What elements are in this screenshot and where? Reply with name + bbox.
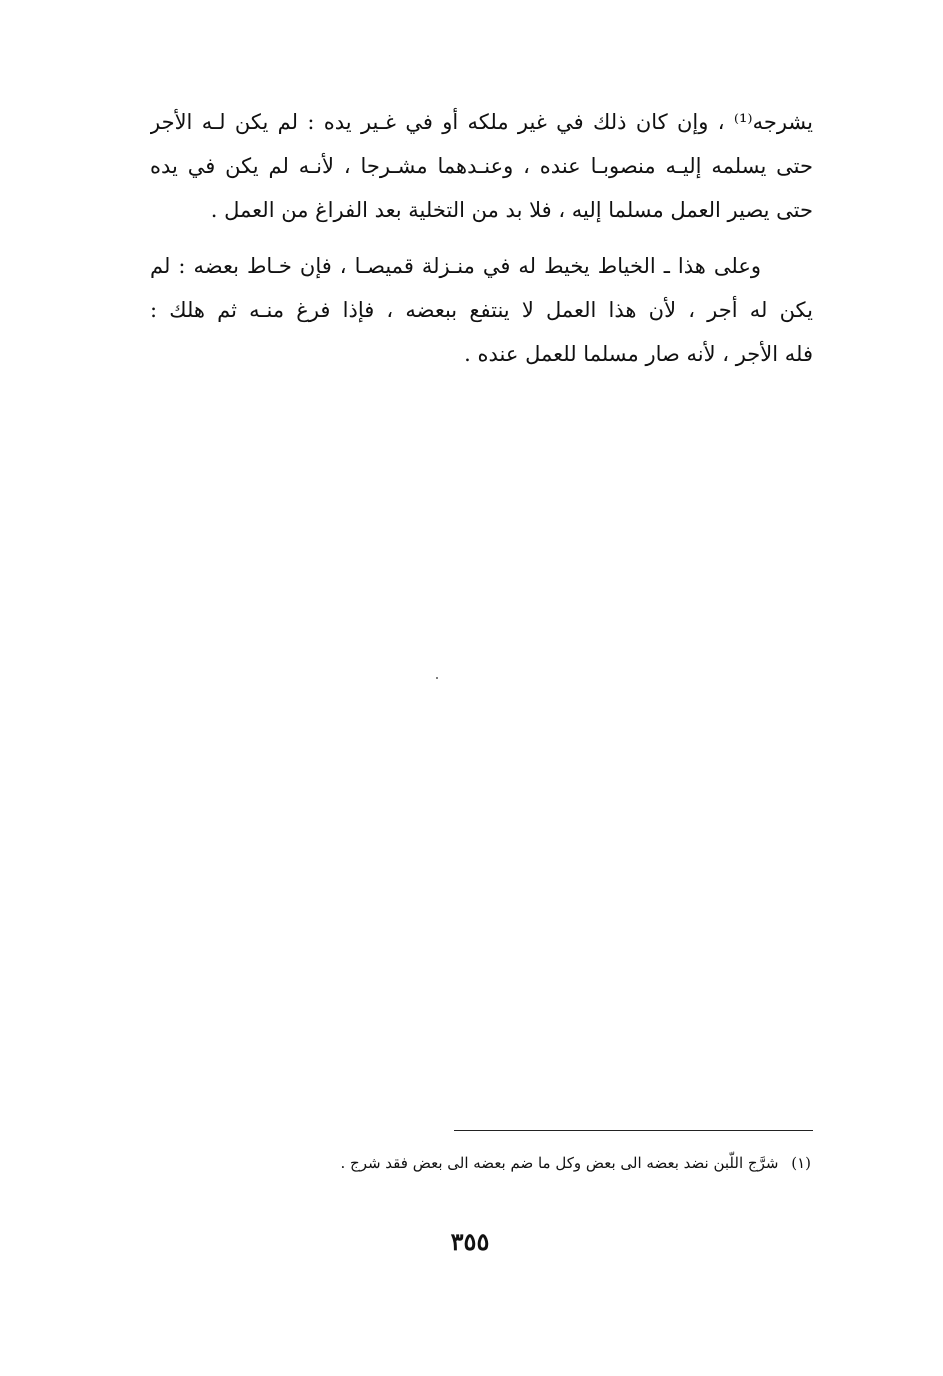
main-text <box>150 100 813 376</box>
text-line: حتى يسلمه إليـه منصوبـا عنده ، وعنـدهما مشـرجا ، لأنـه لم يكن في يده <box>150 154 813 178</box>
paragraph-2 <box>150 244 813 376</box>
text-line: حتى يصير العمل مسلما إليه ، فلا بد من التخلية بعد الفراغ من العمل . <box>210 198 813 222</box>
text-line: وعلى هذا ـ الخياط يخيط له في منـزلة قميصـا ، فإن خـاط بعضه : لم <box>150 254 761 278</box>
page-number: ٣٥٥ <box>450 1227 490 1256</box>
text-line: فله الأجر ، لأنه صار مسلما للعمل عنده . <box>464 342 813 366</box>
footnote-divider <box>454 1130 813 1131</box>
footnote-number: (١) <box>791 1154 811 1172</box>
text-line: يشرجه⁽¹⁾ ، وإن كان ذلك في غير ملكه أو في غـير يده : لم يكن لـه الأجر <box>150 110 813 134</box>
text-line: يكن له أجر ، لأن هذا العمل لا ينتفع ببعضه ، فإذا فرغ منـه ثم هلك : <box>150 298 813 322</box>
footnote <box>300 1150 811 1176</box>
paragraph-1 <box>150 100 813 232</box>
footnote-text: شرَّج اللّبن نضد بعضه الى بعض وكل ما ضم بعضه الى بعض فقد شرج . <box>340 1154 779 1172</box>
print-speck <box>436 677 438 679</box>
